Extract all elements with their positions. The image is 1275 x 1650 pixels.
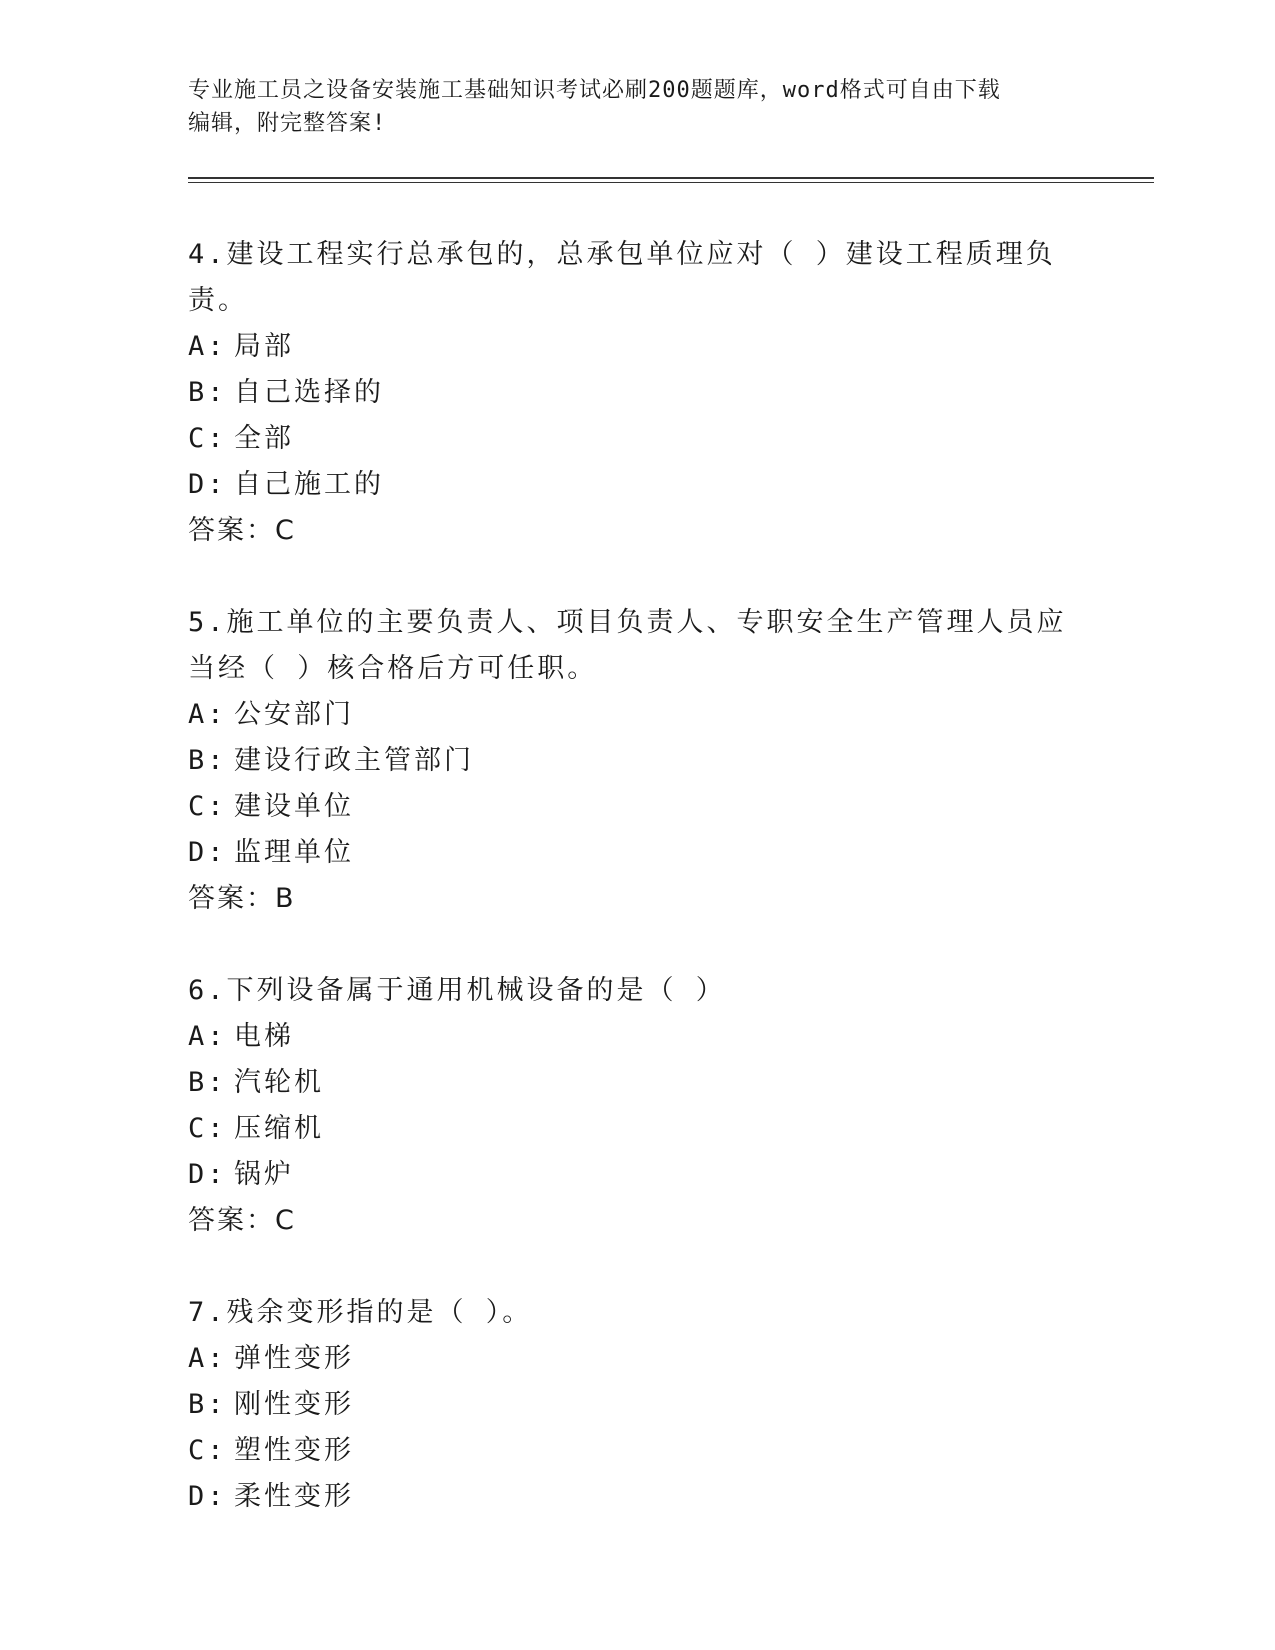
option-key: D: <box>188 1159 227 1190</box>
option-c <box>188 416 1088 462</box>
option-key: A: <box>188 699 227 730</box>
option-key: D: <box>188 1481 227 1512</box>
header-divider-thick <box>188 177 1154 179</box>
option-c <box>188 784 1088 830</box>
question-5 <box>188 600 1088 922</box>
option-key: C: <box>188 423 227 454</box>
option-a <box>188 1336 1088 1382</box>
option-text: 锅炉 <box>234 1159 294 1190</box>
option-key: D: <box>188 837 227 868</box>
option-text: 刚性变形 <box>234 1389 354 1420</box>
option-text: 监理单位 <box>234 837 354 868</box>
option-c <box>188 1428 1088 1474</box>
option-text: 压缩机 <box>234 1113 324 1144</box>
option-key: B: <box>188 1067 227 1098</box>
option-text: 建设单位 <box>234 791 354 822</box>
option-key: D: <box>188 469 227 500</box>
question-list <box>188 232 1088 1566</box>
option-text: 弹性变形 <box>234 1343 354 1374</box>
question-text: 7.残余变形指的是（ ）。 <box>188 1297 533 1328</box>
option-key: C: <box>188 1435 227 1466</box>
option-key: A: <box>188 1021 227 1052</box>
answer-line: 答案：C <box>188 515 296 546</box>
option-d <box>188 1152 1088 1198</box>
question-7 <box>188 1290 1088 1520</box>
option-text: 全部 <box>234 423 294 454</box>
option-key: A: <box>188 331 227 362</box>
question-text: 6.下列设备属于通用机械设备的是（ ） <box>188 975 726 1006</box>
option-text: 柔性变形 <box>234 1481 354 1512</box>
option-text: 公安部门 <box>234 699 354 730</box>
option-key: B: <box>188 745 227 776</box>
option-a <box>188 1014 1088 1060</box>
question-6 <box>188 968 1088 1244</box>
option-b <box>188 1382 1088 1428</box>
document-header <box>188 74 1088 140</box>
answer-line: 答案：C <box>188 1205 296 1236</box>
option-text: 汽轮机 <box>234 1067 324 1098</box>
option-text: 电梯 <box>234 1021 294 1052</box>
option-key: B: <box>188 1389 227 1420</box>
answer-line: 答案：B <box>188 883 296 914</box>
header-divider-thin <box>188 182 1154 183</box>
option-key: B: <box>188 377 227 408</box>
header-title-line-2: 编辑，附完整答案! <box>188 111 387 136</box>
option-key: C: <box>188 791 227 822</box>
header-title-line-1: 专业施工员之设备安装施工基础知识考试必刷200题题库，word格式可自由下载 <box>188 78 1001 103</box>
option-text: 建设行政主管部门 <box>234 745 474 776</box>
option-b <box>188 370 1088 416</box>
question-text: 4.建设工程实行总承包的，总承包单位应对（ ）建设工程质理负责。 <box>188 239 1056 316</box>
option-b <box>188 738 1088 784</box>
option-text: 自己选择的 <box>234 377 384 408</box>
question-4 <box>188 232 1088 554</box>
option-text: 局部 <box>234 331 294 362</box>
question-text: 5.施工单位的主要负责人、项目负责人、专职安全生产管理人员应当经（ ）核合格后方可任职。 <box>188 607 1067 684</box>
option-d <box>188 830 1088 876</box>
option-d <box>188 1474 1088 1520</box>
option-a <box>188 692 1088 738</box>
option-d <box>188 462 1088 508</box>
option-text: 自己施工的 <box>234 469 384 500</box>
option-key: A: <box>188 1343 227 1374</box>
option-text: 塑性变形 <box>234 1435 354 1466</box>
option-a <box>188 324 1088 370</box>
option-b <box>188 1060 1088 1106</box>
option-key: C: <box>188 1113 227 1144</box>
option-c <box>188 1106 1088 1152</box>
